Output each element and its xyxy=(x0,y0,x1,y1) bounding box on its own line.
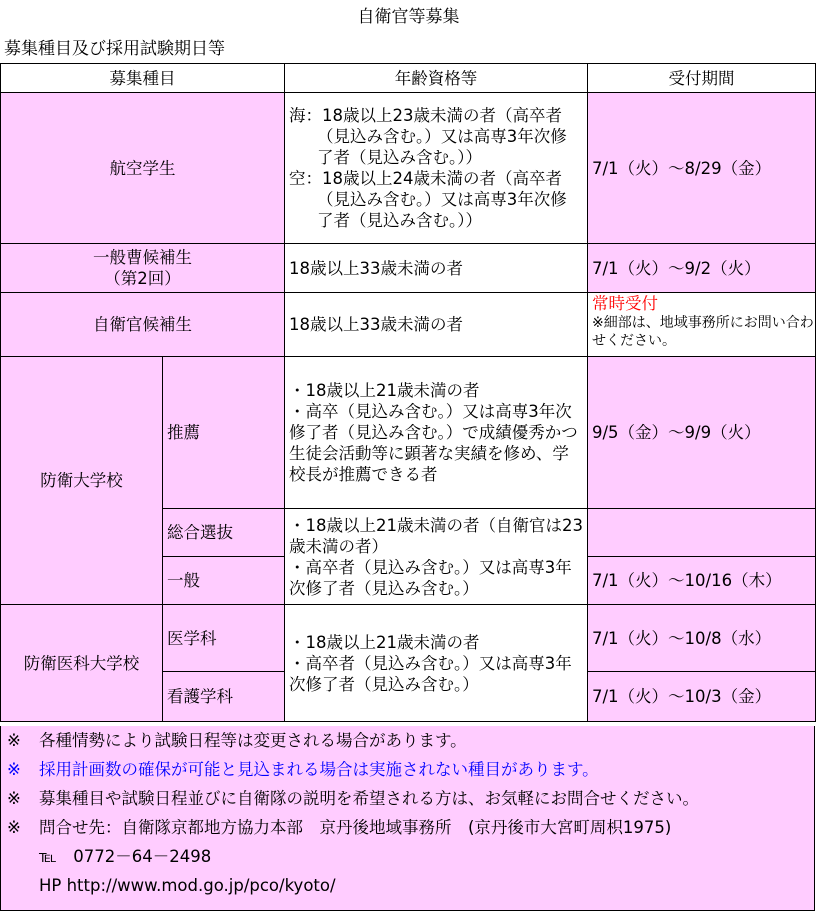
qual-nda-recommendation xyxy=(285,357,588,509)
notes-section xyxy=(0,726,815,911)
category-sdf-candidate: 自衛官候補生 xyxy=(1,293,285,357)
table-row-nda-recommendation xyxy=(1,357,816,509)
subcategory-general: 一般 xyxy=(163,557,285,605)
note-text: 各種情勢により試験日程等は変更される場合があります。 xyxy=(39,731,467,750)
period-aviation: 7/1（火）～8/29（金） xyxy=(588,93,816,244)
note-mark: ※ xyxy=(7,760,21,779)
qual-nda-line: ・高卒者（見込み含む。）又は高専3年次修了者（見込み含む。） xyxy=(289,557,572,598)
qual-nda-rec-line: ・高卒（見込み含む。）又は高専3年次修了者（見込み含む。）で成績優秀かつ生徒会活動等に顕著な実績を修め、学校長が推薦できる者 xyxy=(289,402,578,484)
qual-aviation-line: 空：18歳以上24歳未満の者（高卒者（見込み含む。）又は高専3年次修了者（見込み含む。）） xyxy=(289,169,567,230)
qual-sergeant: 18歳以上33歳未満の者 xyxy=(285,244,588,293)
header-qualification: 年齢資格等 xyxy=(285,64,588,93)
note-text: 採用計画数の確保が可能と見込まれる場合は実施されない種目があります。 xyxy=(39,760,599,779)
note-item-highlight xyxy=(1,755,814,784)
note-item xyxy=(1,784,814,813)
period-contact-note: ※細部は、地域事務所にお問い合わせください。 xyxy=(592,315,814,349)
note-item-contact xyxy=(1,813,814,842)
period-sdf-candidate xyxy=(588,293,816,357)
note-text: 募集種目や試験日程並びに自衛隊の説明を希望される方は、お気軽にお問合せください。 xyxy=(39,789,699,808)
category-aviation: 航空学生 xyxy=(1,93,285,244)
qual-sdf-candidate: 18歳以上33歳未満の者 xyxy=(285,293,588,357)
recruitment-table xyxy=(0,63,816,722)
page-title: 自衛官等募集 xyxy=(357,7,460,27)
note-mark: ※ xyxy=(7,789,21,808)
section-subtitle: 募集種目及び採用試験期日等 xyxy=(4,39,225,59)
table-row-sergeant xyxy=(1,244,816,293)
period-ndmc-nursing: 7/1（火）～10/3（金） xyxy=(588,672,816,722)
qual-aviation xyxy=(285,93,588,244)
category-sergeant-name: 一般曹候補生 xyxy=(93,248,192,267)
category-ndmc: 防衛医科大学校 xyxy=(1,605,163,722)
header-period: 受付期間 xyxy=(588,64,816,93)
qual-ndmc-line: ・18歳以上21歳未満の者 xyxy=(289,632,480,652)
category-sergeant xyxy=(1,244,285,293)
contact-homepage-link[interactable]: HP http://www.mod.go.jp/pco/kyoto/ xyxy=(39,876,336,895)
contact-tel: ℡ 0772－64－2498 xyxy=(39,847,212,866)
qual-nda-rec-line: ・18歳以上21歳未満の者 xyxy=(289,381,480,400)
period-always-open: 常時受付 xyxy=(592,294,658,313)
table-row-aviation xyxy=(1,93,816,244)
table-row-ndmc-medical xyxy=(1,605,816,672)
subcategory-recommendation: 推薦 xyxy=(163,357,285,509)
period-ndmc-medical: 7/1（火）～10/8（水） xyxy=(588,605,816,672)
note-mark: ※ xyxy=(7,818,21,837)
note-item xyxy=(1,726,814,755)
table-row-sdf-candidate xyxy=(1,293,816,357)
period-sergeant: 7/1（火）～9/2（火） xyxy=(588,244,816,293)
qual-nda-line: ・18歳以上21歳未満の者（自衛官は23歳未満の者） xyxy=(289,515,583,556)
period-nda-general: 7/1（火）～10/16（木） xyxy=(588,557,816,605)
note-text: 問合せ先：自衛隊京都地方協力本部 京丹後地域事務所 (京丹後市大宮町周枳1975) xyxy=(39,818,672,837)
qual-nda-general xyxy=(285,509,588,605)
period-nda-comprehensive-empty xyxy=(588,509,816,557)
header-row xyxy=(1,64,816,93)
category-sergeant-round: （第2回） xyxy=(104,269,181,288)
subcategory-medical: 医学科 xyxy=(163,605,285,672)
qual-ndmc xyxy=(285,605,588,722)
category-nda: 防衛大学校 xyxy=(1,357,163,605)
subcategory-nursing: 看護学科 xyxy=(163,672,285,722)
header-category: 募集種目 xyxy=(1,64,285,93)
qual-ndmc-line: ・高卒者（見込み含む。）又は高専3年次修了者（見込み含む。） xyxy=(289,653,572,694)
qual-aviation-line: 海：18歳以上23歳未満の者（高卒者（見込み含む。）又は高専3年次修了者（見込み含む。）） xyxy=(289,106,567,167)
subcategory-comprehensive: 総合選抜 xyxy=(163,509,285,557)
period-nda-recommendation: 9/5（金）～9/9（火） xyxy=(588,357,816,509)
note-mark: ※ xyxy=(7,731,21,750)
